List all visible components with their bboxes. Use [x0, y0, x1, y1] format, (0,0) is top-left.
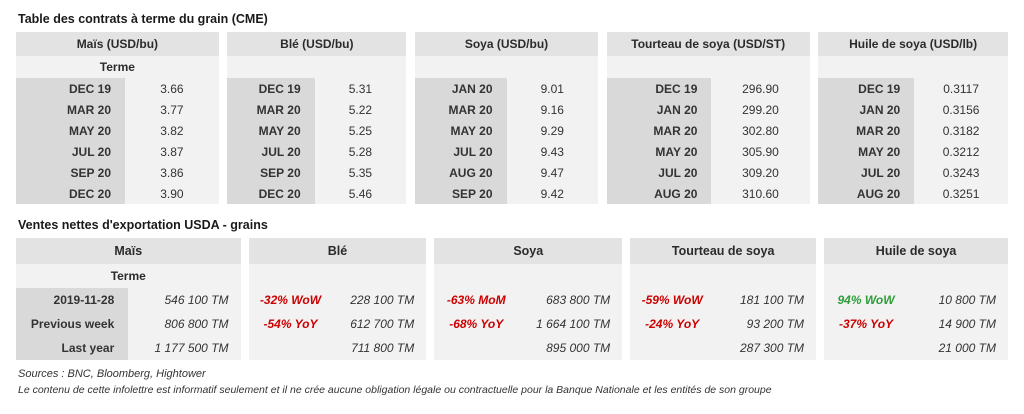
cme-gap: [810, 183, 819, 204]
cme-gap: [810, 99, 819, 120]
cme-gap: [219, 141, 228, 162]
usda-header-tourteau: Tourteau de soya: [630, 238, 816, 264]
usda-change-ble: [249, 336, 333, 360]
usda-gap: [426, 238, 434, 264]
cme-contract-price: 9.47: [507, 162, 599, 183]
cme-contract-price: 9.42: [507, 183, 599, 204]
usda-gap: [816, 288, 824, 312]
cme-gap: [598, 183, 607, 204]
usda-header-soya: Soya: [434, 238, 622, 264]
usda-change-soya: -63% MoM: [434, 288, 518, 312]
table-row: [16, 120, 1008, 141]
usda-gap: [816, 336, 824, 360]
cme-gap: [810, 32, 819, 56]
cme-group-header-mais: Maïs (USD/bu): [16, 32, 219, 56]
usda-terme-blank: [630, 264, 816, 288]
usda-gap: [816, 312, 824, 336]
cme-contract-label: DEC 19: [227, 78, 314, 99]
usda-value-soya: 1 664 100 TM: [518, 312, 622, 336]
cme-contract-label: JUL 20: [227, 141, 314, 162]
usda-value-tourteau: 287 300 TM: [714, 336, 816, 360]
cme-gap: [598, 162, 607, 183]
usda-gap: [622, 312, 630, 336]
cme-contract-label: MAY 20: [227, 120, 314, 141]
cme-contract-price: 5.31: [315, 78, 407, 99]
cme-contract-label: MAY 20: [607, 141, 712, 162]
usda-value-ble: 228 100 TM: [332, 288, 426, 312]
usda-change-huile: -37% YoY: [824, 312, 908, 336]
usda-gap: [241, 312, 249, 336]
table-row: [16, 336, 1008, 360]
cme-gap: [219, 56, 228, 78]
cme-contract-label: JAN 20: [607, 99, 712, 120]
usda-change-soya: -68% YoY: [434, 312, 518, 336]
usda-gap: [241, 264, 249, 288]
cme-contract-price: 5.25: [315, 120, 407, 141]
table-row: [16, 312, 1008, 336]
usda-export-sales-table: [16, 238, 1008, 360]
usda-value-mais: 806 800 TM: [128, 312, 240, 336]
cme-contract-price: 3.66: [125, 78, 219, 99]
usda-header-row: [16, 238, 1008, 264]
usda-gap: [622, 264, 630, 288]
usda-value-tourteau: 181 100 TM: [714, 288, 816, 312]
cme-contract-price: 5.22: [315, 99, 407, 120]
cme-contract-label: DEC 19: [16, 78, 125, 99]
cme-terme-blank: [415, 56, 598, 78]
cme-contract-label: JUL 20: [415, 141, 507, 162]
cme-contract-price: 0.3212: [914, 141, 1008, 162]
usda-gap: [241, 238, 249, 264]
usda-change-huile: [824, 336, 908, 360]
cme-contract-label: MAY 20: [818, 141, 914, 162]
usda-value-tourteau: 93 200 TM: [714, 312, 816, 336]
cme-gap: [598, 99, 607, 120]
cme-contract-label: SEP 20: [415, 183, 507, 204]
cme-contract-label: DEC 19: [818, 78, 914, 99]
cme-contract-price: 0.3156: [914, 99, 1008, 120]
cme-gap: [406, 183, 415, 204]
cme-gap: [810, 56, 819, 78]
cme-contract-label: MAY 20: [415, 120, 507, 141]
table-row: [16, 99, 1008, 120]
cme-contract-label: MAR 20: [16, 99, 125, 120]
usda-gap: [816, 264, 824, 288]
usda-row-label: Previous week: [16, 312, 128, 336]
usda-header-ble: Blé: [249, 238, 427, 264]
cme-group-header-tourteau: Tourteau de soya (USD/ST): [607, 32, 810, 56]
cme-futures-table: [16, 32, 1008, 204]
table-row: [16, 183, 1008, 204]
usda-gap: [622, 288, 630, 312]
cme-gap: [810, 162, 819, 183]
cme-contract-label: JAN 20: [415, 78, 507, 99]
usda-value-huile: 10 800 TM: [908, 288, 1008, 312]
cme-gap: [219, 99, 228, 120]
cme-contract-price: 9.29: [507, 120, 599, 141]
cme-gap: [598, 56, 607, 78]
cme-gap: [406, 141, 415, 162]
cme-contract-price: 5.35: [315, 162, 407, 183]
usda-gap: [426, 336, 434, 360]
cme-terme-blank: [818, 56, 1008, 78]
cme-contract-price: 9.01: [507, 78, 599, 99]
cme-contract-price: 0.3251: [914, 183, 1008, 204]
usda-value-huile: 21 000 TM: [908, 336, 1008, 360]
cme-gap: [219, 78, 228, 99]
cme-gap: [406, 32, 415, 56]
cme-terme-blank: [227, 56, 406, 78]
cme-gap: [219, 120, 228, 141]
cme-contract-price: 3.82: [125, 120, 219, 141]
cme-contract-price: 0.3117: [914, 78, 1008, 99]
cme-contract-price: 3.87: [125, 141, 219, 162]
cme-contract-price: 5.28: [315, 141, 407, 162]
cme-contract-price: 299.20: [711, 99, 809, 120]
usda-gap: [622, 336, 630, 360]
usda-value-huile: 14 900 TM: [908, 312, 1008, 336]
cme-contract-price: 5.46: [315, 183, 407, 204]
cme-contract-label: DEC 20: [16, 183, 125, 204]
cme-contract-label: DEC 20: [227, 183, 314, 204]
cme-header-row: [16, 32, 1008, 56]
cme-contract-price: 305.90: [711, 141, 809, 162]
cme-gap: [598, 120, 607, 141]
cme-contract-label: DEC 19: [607, 78, 712, 99]
usda-change-ble: -32% WoW: [249, 288, 333, 312]
cme-contract-label: MAR 20: [607, 120, 712, 141]
cme-contract-price: 296.90: [711, 78, 809, 99]
cme-contract-price: 9.43: [507, 141, 599, 162]
cme-contract-label: AUG 20: [415, 162, 507, 183]
usda-terme-row: [16, 264, 1008, 288]
usda-terme-blank: [824, 264, 1008, 288]
table-row: [16, 141, 1008, 162]
usda-value-mais: 546 100 TM: [128, 288, 240, 312]
usda-change-huile: 94% WoW: [824, 288, 908, 312]
cme-gap: [219, 162, 228, 183]
usda-value-soya: 683 800 TM: [518, 288, 622, 312]
cme-terme-row: [16, 56, 1008, 78]
usda-gap: [426, 312, 434, 336]
cme-gap: [598, 32, 607, 56]
cme-contract-label: AUG 20: [607, 183, 712, 204]
cme-contract-label: AUG 20: [818, 183, 914, 204]
cme-gap: [406, 162, 415, 183]
usda-gap: [241, 288, 249, 312]
cme-contract-label: MAY 20: [16, 120, 125, 141]
usda-change-tourteau: [630, 336, 714, 360]
cme-gap: [810, 141, 819, 162]
usda-gap: [622, 238, 630, 264]
cme-contract-label: JAN 20: [818, 99, 914, 120]
usda-gap: [241, 336, 249, 360]
cme-gap: [810, 120, 819, 141]
cme-gap: [406, 120, 415, 141]
cme-gap: [406, 56, 415, 78]
usda-value-mais: 1 177 500 TM: [128, 336, 240, 360]
usda-gap: [816, 238, 824, 264]
usda-value-soya: 895 000 TM: [518, 336, 622, 360]
cme-gap: [219, 183, 228, 204]
cme-contract-price: 0.3182: [914, 120, 1008, 141]
cme-contract-label: JUL 20: [16, 141, 125, 162]
cme-terme-blank: [607, 56, 810, 78]
cme-contract-label: JUL 20: [818, 162, 914, 183]
cme-contract-price: 9.16: [507, 99, 599, 120]
usda-gap: [426, 288, 434, 312]
cme-gap: [406, 78, 415, 99]
table-row: [16, 78, 1008, 99]
cme-gap: [598, 141, 607, 162]
usda-value-ble: 711 800 TM: [332, 336, 426, 360]
cme-gap: [598, 78, 607, 99]
cme-contract-price: 3.90: [125, 183, 219, 204]
usda-value-ble: 612 700 TM: [332, 312, 426, 336]
cme-gap: [406, 99, 415, 120]
cme-contract-price: 3.86: [125, 162, 219, 183]
cme-group-header-ble: Blé (USD/bu): [227, 32, 406, 56]
cme-group-header-soya: Soya (USD/bu): [415, 32, 598, 56]
section-spacer: [16, 204, 1008, 214]
usda-terme-label: Terme: [16, 264, 241, 288]
cme-contract-price: 3.77: [125, 99, 219, 120]
cme-contract-label: SEP 20: [16, 162, 125, 183]
usda-change-tourteau: -59% WoW: [630, 288, 714, 312]
usda-change-ble: -54% YoY: [249, 312, 333, 336]
cme-terme-label: Terme: [16, 56, 219, 78]
cme-contract-label: MAR 20: [415, 99, 507, 120]
cme-gap: [219, 32, 228, 56]
cme-contract-label: SEP 20: [227, 162, 314, 183]
cme-contract-label: JUL 20: [607, 162, 712, 183]
sources-note: Sources : BNC, Bloomberg, Hightower: [18, 368, 206, 380]
table-row: [16, 288, 1008, 312]
usda-table-title: Ventes nettes d'exportation USDA - grains: [18, 218, 268, 232]
cme-contract-price: 302.80: [711, 120, 809, 141]
usda-terme-blank: [249, 264, 427, 288]
usda-row-label: Last year: [16, 336, 128, 360]
cme-contract-label: MAR 20: [818, 120, 914, 141]
usda-row-label: 2019-11-28: [16, 288, 128, 312]
usda-header-mais: Maïs: [16, 238, 241, 264]
cme-group-header-huile: Huile de soya (USD/lb): [818, 32, 1008, 56]
usda-terme-blank: [434, 264, 622, 288]
table-row: [16, 162, 1008, 183]
cme-contract-price: 310.60: [711, 183, 809, 204]
cme-contract-price: 309.20: [711, 162, 809, 183]
usda-change-soya: [434, 336, 518, 360]
disclaimer-note: Le contenu de cette infolettre est informatif seulement et il ne crée aucune obligation légale ou contractuelle pour la Banque Nationale et les entités de son groupe: [18, 384, 772, 396]
usda-change-tourteau: -24% YoY: [630, 312, 714, 336]
cme-gap: [810, 78, 819, 99]
usda-header-huile: Huile de soya: [824, 238, 1008, 264]
cme-table-title: Table des contrats à terme du grain (CME): [18, 12, 268, 26]
cme-contract-label: MAR 20: [227, 99, 314, 120]
usda-gap: [426, 264, 434, 288]
cme-contract-price: 0.3243: [914, 162, 1008, 183]
